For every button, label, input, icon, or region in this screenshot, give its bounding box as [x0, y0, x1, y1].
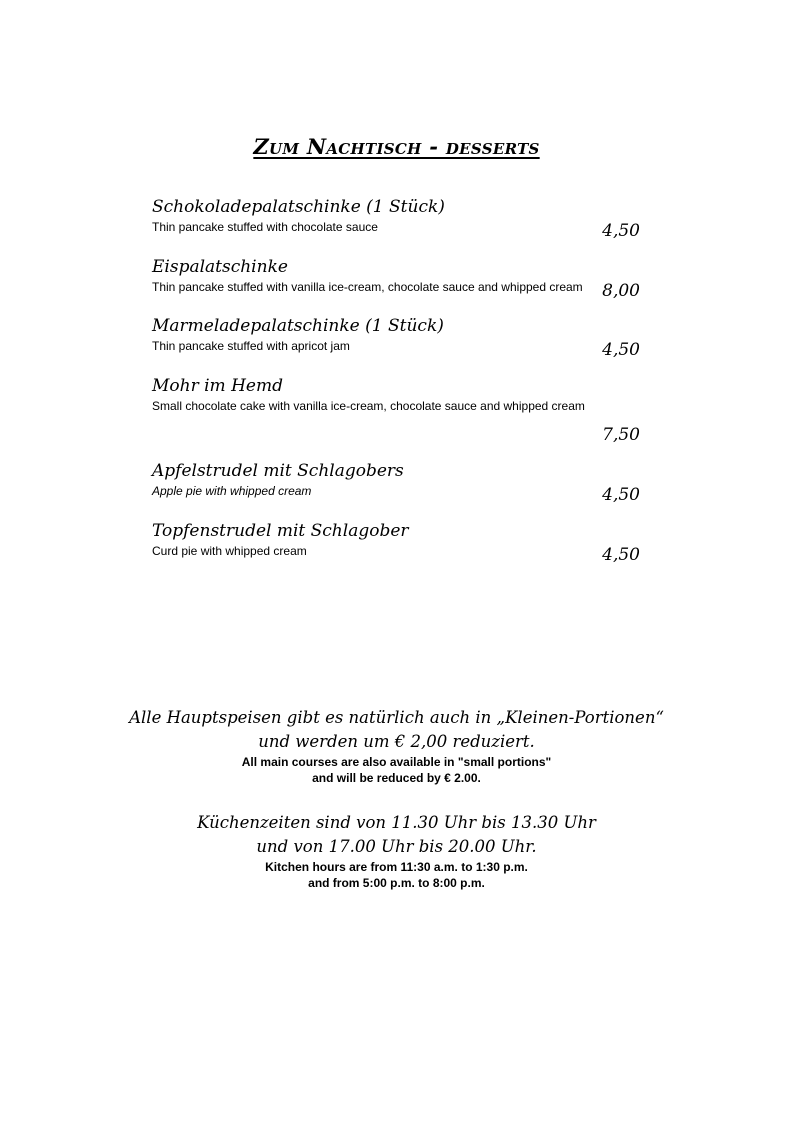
item-description: Curd pie with whipped cream [152, 544, 307, 558]
portions-note-english: and will be reduced by € 2.00. [312, 771, 481, 785]
item-name [152, 520, 642, 542]
item-price: 4,50 [602, 340, 640, 360]
menu-item [152, 520, 642, 565]
item-price: 4,50 [602, 221, 640, 241]
menu-item [152, 256, 642, 301]
kitchen-hours-note [0, 811, 793, 891]
item-name-text: Mohr im Hemd [152, 376, 283, 396]
item-name [152, 315, 642, 337]
item-name [152, 196, 642, 218]
kitchen-hours-line: Küchenzeiten sind von 11.30 Uhr bis 13.30 Uhr [197, 813, 596, 832]
item-description: Thin pancake stuffed with apricot jam [152, 339, 350, 353]
portions-note-english: All main courses are also available in "small portions" [241, 755, 552, 769]
kitchen-hours-line: und von 17.00 Uhr bis 20.00 Uhr. [256, 837, 537, 856]
item-name-text: Eispalatschinke [152, 257, 288, 277]
item-description: Thin pancake stuffed with vanilla ice-cream, chocolate sauce and whipped cream [152, 280, 583, 294]
item-price: 4,50 [602, 485, 640, 505]
item-price: 8,00 [602, 281, 640, 301]
kitchen-hours-english: and from 5:00 p.m. to 8:00 p.m. [308, 876, 485, 890]
portions-note-line: und werden um € 2,00 reduziert. [258, 732, 535, 751]
item-name-text: Apfelstrudel mit Schlagobers [152, 461, 404, 481]
page-title: Zum Nachtisch - desserts [253, 134, 540, 159]
item-description: Thin pancake stuffed with chocolate sauce [152, 220, 378, 234]
item-quantity: (1 Stück) [360, 197, 445, 217]
portions-note-line: Alle Hauptspeisen gibt es natürlich auch in „Kleinen-Portionen“ [129, 708, 664, 727]
item-name [152, 375, 642, 397]
menu-item [152, 460, 642, 505]
item-price: 7,50 [602, 425, 640, 445]
portions-note [0, 706, 793, 786]
item-name [152, 256, 642, 278]
item-name-text: Schokoladepalatschinke [152, 197, 361, 217]
item-description: Small chocolate cake with vanilla ice-cream, chocolate sauce and whipped cream [152, 399, 585, 413]
menu-item [152, 196, 642, 241]
menu-item [152, 375, 642, 445]
item-name [152, 460, 642, 482]
item-name-text: Topfenstrudel mit Schlagober [152, 521, 409, 541]
menu-item [152, 315, 642, 360]
kitchen-hours-english: Kitchen hours are from 11:30 a.m. to 1:30 p.m. [265, 860, 528, 874]
item-description: Apple pie with whipped cream [152, 484, 312, 498]
item-quantity: (1 Stück) [359, 316, 444, 336]
item-name-text: Marmeladepalatschinke [152, 316, 360, 336]
item-price: 4,50 [602, 545, 640, 565]
